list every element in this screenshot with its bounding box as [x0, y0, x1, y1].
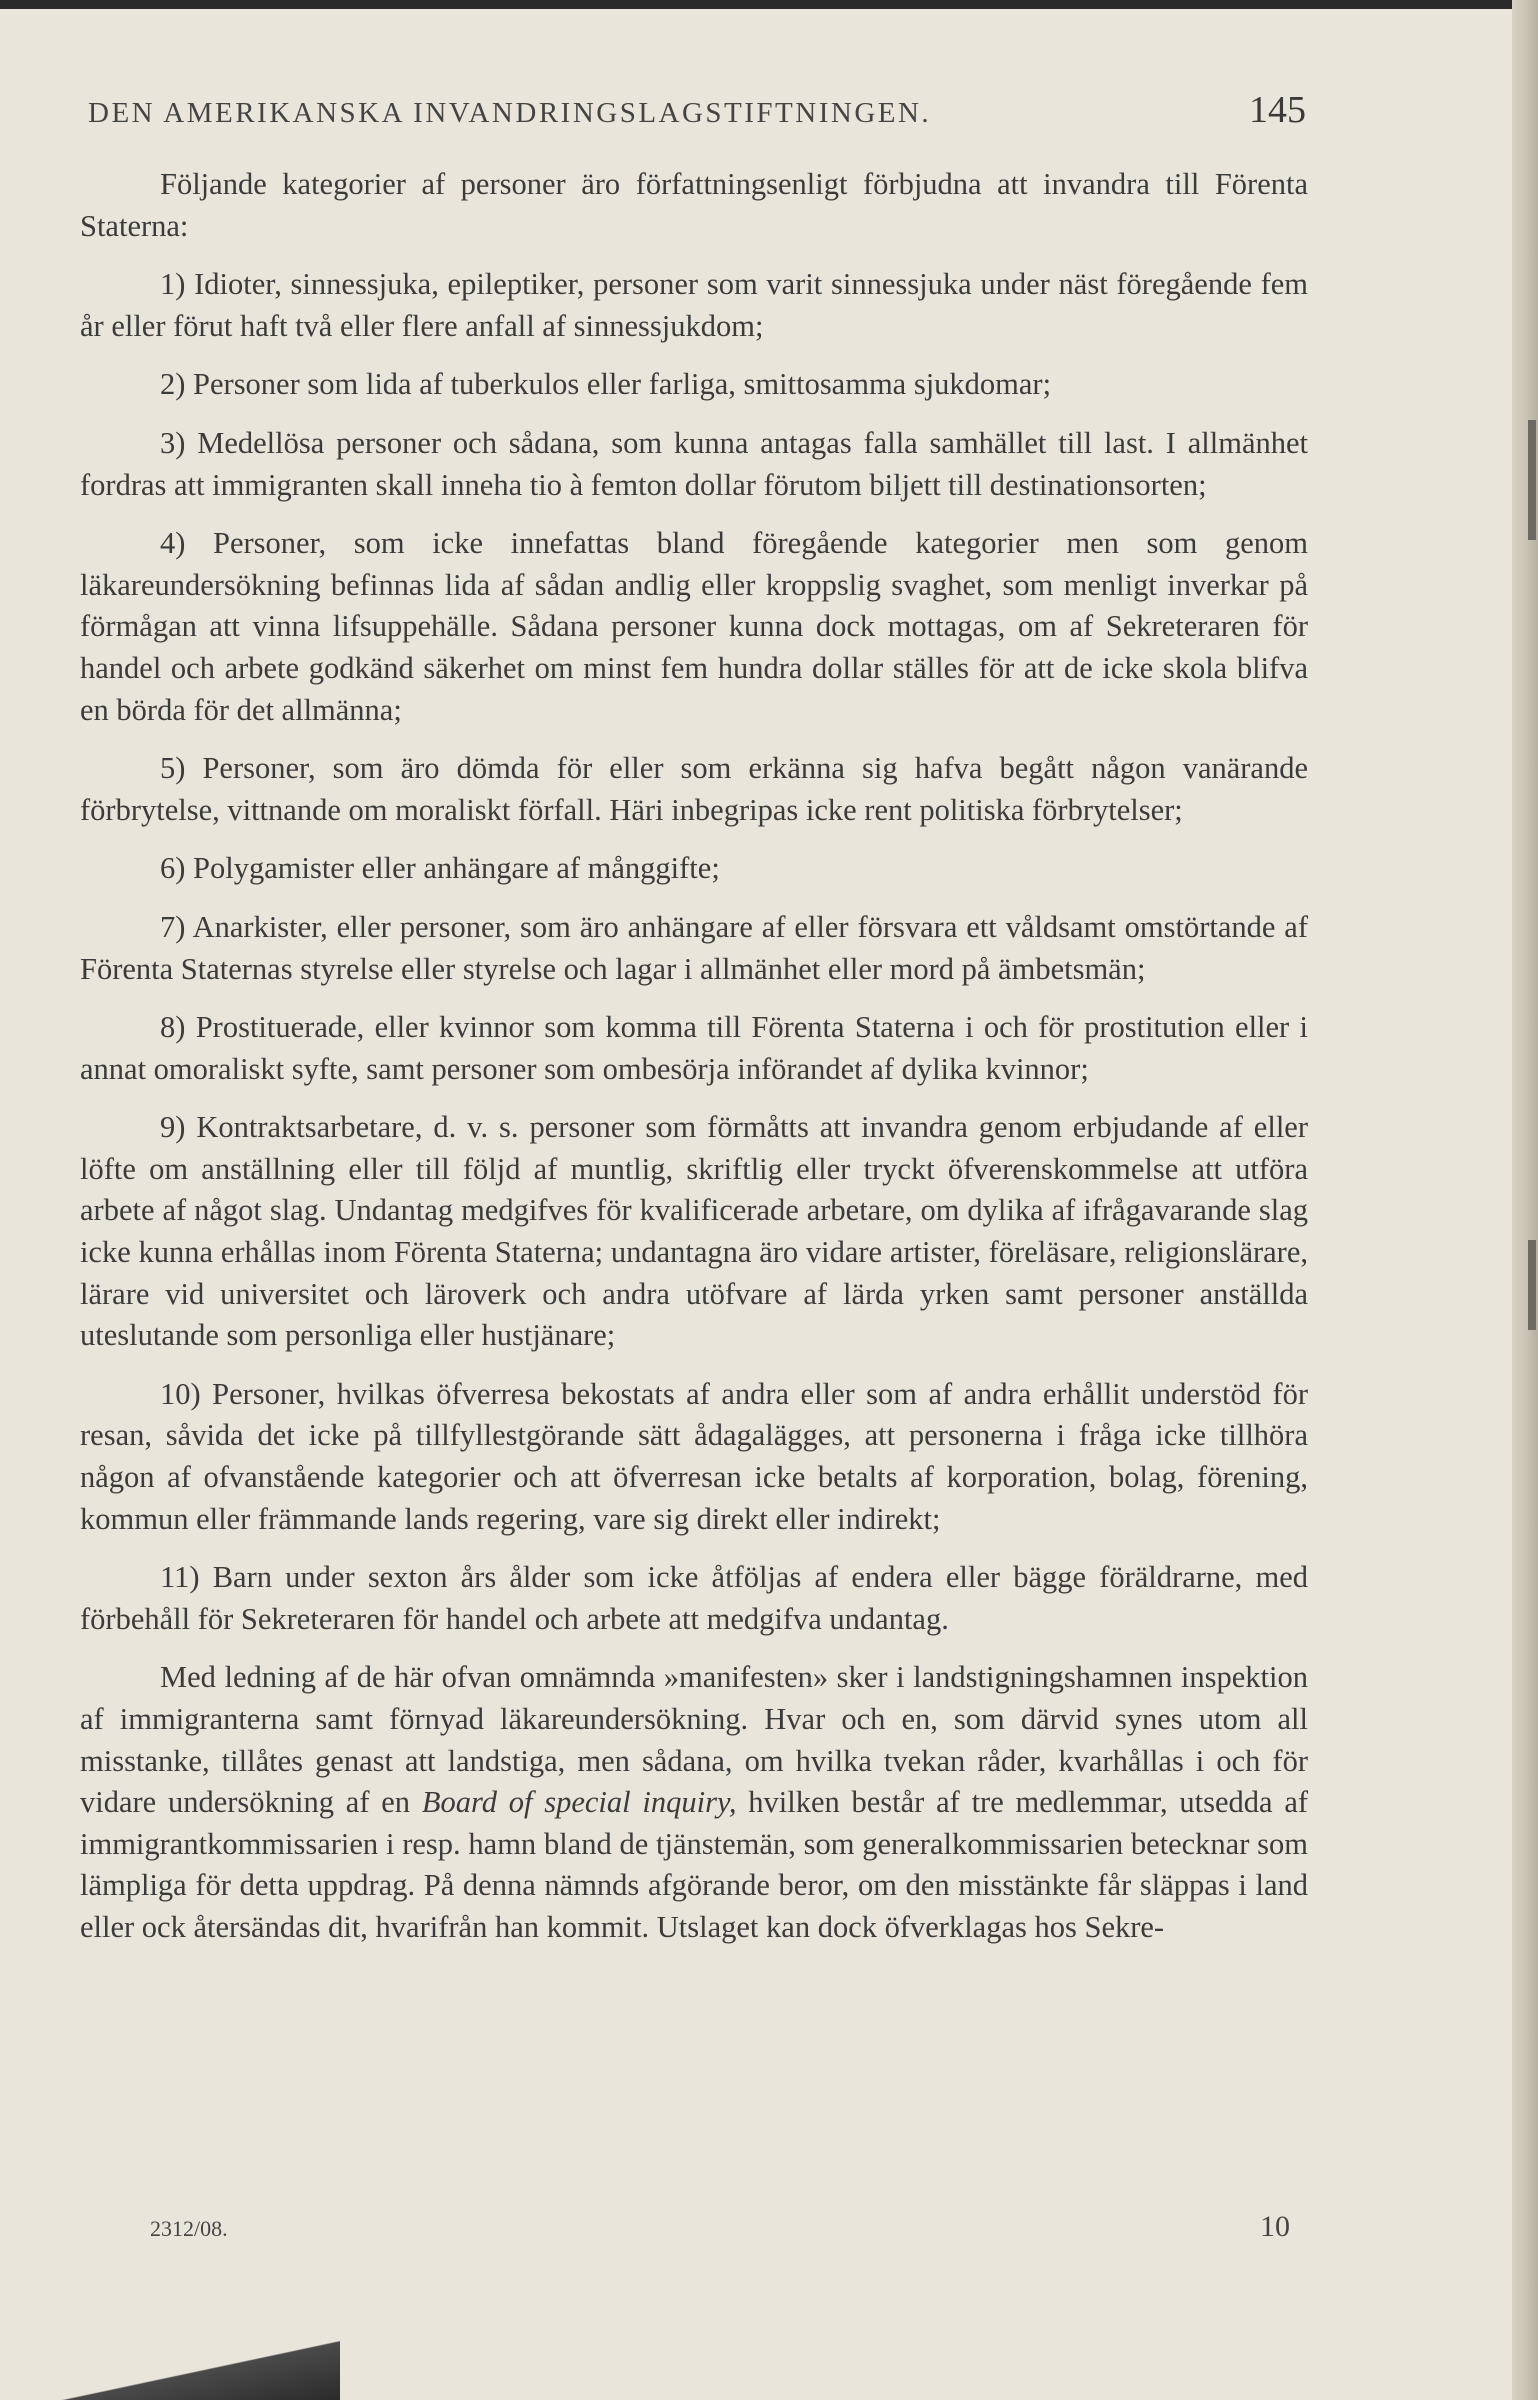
paragraph-item-10: 10) Personer, hvilkas öfverresa bekostats af andra eller som af andra erhållit understöd för resan, såvida det icke på tillfyllestgörande sätt ådagalägges, att personerna i fråga icke tillhöra någon af ofvanstående kategorier och att öfverresan icke betalts af korporation, bolag, förening, kommun eller främmande lands regering, vare sig direkt eller indirekt; [80, 1376, 1308, 1536]
scan-shadow-corner [0, 2340, 340, 2400]
paragraph-intro: Följande kategorier af personer äro författningsenligt förbjudna att invandra till Förenta Staterna: [80, 167, 1308, 243]
binding-mark [1528, 420, 1536, 540]
paragraph-closing [80, 1657, 1308, 1948]
page-number: 145 [1249, 89, 1306, 131]
printer-signature: 2312/08. [150, 2216, 228, 2241]
page-footer [80, 2210, 1308, 2244]
paragraph-item-5: 5) Personer, som äro dömda för eller som erkänna sig hafva begått någon vanärande förbrytelse, vittnande om moraliskt förfall. Häri inbegripas icke rent politiska förbrytelser; [80, 751, 1308, 827]
closing-text-end: hvilken består af tre medlemmar, utsedda af immigrantkommissarien i resp. hamn bland de tjänstemän, som generalkommissarien betecknar som lämpliga för detta uppdrag. På denna nämnds afgörande beror, om den misstänkte får släppas i land eller ock återsändas dit, hvarifrån han kommit. Utslaget kan dock öfverklagas hos Sekre- [80, 1785, 1309, 1944]
running-title: DEN AMERIKANSKA INVANDRINGSLAGSTIFTNINGEN. [88, 97, 932, 129]
closing-text-start: Med ledning af de här ofvan omnämnda »manifesten» sker i landstigningshamnen inspektion af immigranterna samt förnyad läkareundersökning. Hvar och en, som därvid synes utom all misstanke, tillåtes genast att landstiga, men sådana, om hvilka tvekan råder, kvarhållas i och för vidare undersökning af en [80, 1660, 1308, 1820]
paragraph-item-6: 6) Polygamister eller anhängare af månggifte; [160, 851, 720, 886]
paragraph-item-7: 7) Anarkister, eller personer, som äro anhängare af eller försvara ett våldsamt omstörtande af Förenta Staternas styrelse eller styrelse och lagar i allmänhet eller mord på ämbetsmän; [80, 909, 1308, 986]
page-gutter [1512, 0, 1538, 2400]
scan-edge-top [0, 0, 1538, 9]
paragraph-item-3: 3) Medellösa personer och sådana, som kunna antagas falla samhället till last. I allmänhet fordras att immigranten skall inneha tio à femton dollar förutom biljett till destinationsorten; [80, 425, 1308, 502]
paragraph-item-8: 8) Prostituerade, eller kvinnor som komma till Förenta Staterna i och för prostitution eller i annat omoraliskt syfte, samt personer som ombesörja införandet af dylika kvinnor; [80, 1010, 1308, 1086]
body-text [80, 164, 1308, 1949]
paragraph-item-1: 1) Idioter, sinnessjuka, epileptiker, personer som varit sinnessjuka under näst föregående fem år eller förut haft två eller flere anfall af sinnessjukdom; [80, 267, 1308, 343]
paragraph-item-11: 11) Barn under sexton års ålder som icke åtföljas af endera eller bägge föräldrarne, med förbehåll för Sekreteraren för handel och arbete att medgifva undantag. [80, 1560, 1308, 1636]
sheet-number: 10 [1260, 2210, 1290, 2243]
paragraph-item-2: 2) Personer som lida af tuberkulos eller farliga, smittosamma sjukdomar; [160, 367, 1052, 402]
paragraph-item-9: 9) Kontraktsarbetare, d. v. s. personer som förmåtts att invandra genom erbjudande af eller löfte om anställning eller till följd af muntlig, skriftlig eller tryckt öfverenskommelse att utföra arbete af något slag. Undantag medgifves för kvalificerade arbetare, om dylika af ifrågavarande slag icke kunna erhållas inom Förenta Staterna; undantagna äro vidare artister, föreläsare, religionslärare, lärare vid universitet och läroverk och andra utöfvare af lärda yrken samt personer anställda uteslutande som personliga eller hustjänare; [80, 1110, 1308, 1353]
binding-mark [1528, 1240, 1536, 1330]
book-page [80, 88, 1308, 1966]
closing-italic-term: Board of special inquiry, [421, 1785, 737, 1820]
paragraph-item-4: 4) Personer, som icke innefattas bland föregående kategorier men som genom läkareundersökning befinnas lida af sådan andlig eller kroppslig svaghet, som menligt inverkar på förmågan att vinna lifsuppehälle. Sådana personer kunna dock mottagas, om af Sekreteraren för handel och arbete godkänd säkerhet om minst fem hundra dollar ställes för att de icke skola blifva en börda för det allmänna; [80, 526, 1308, 727]
running-header [80, 88, 1308, 158]
